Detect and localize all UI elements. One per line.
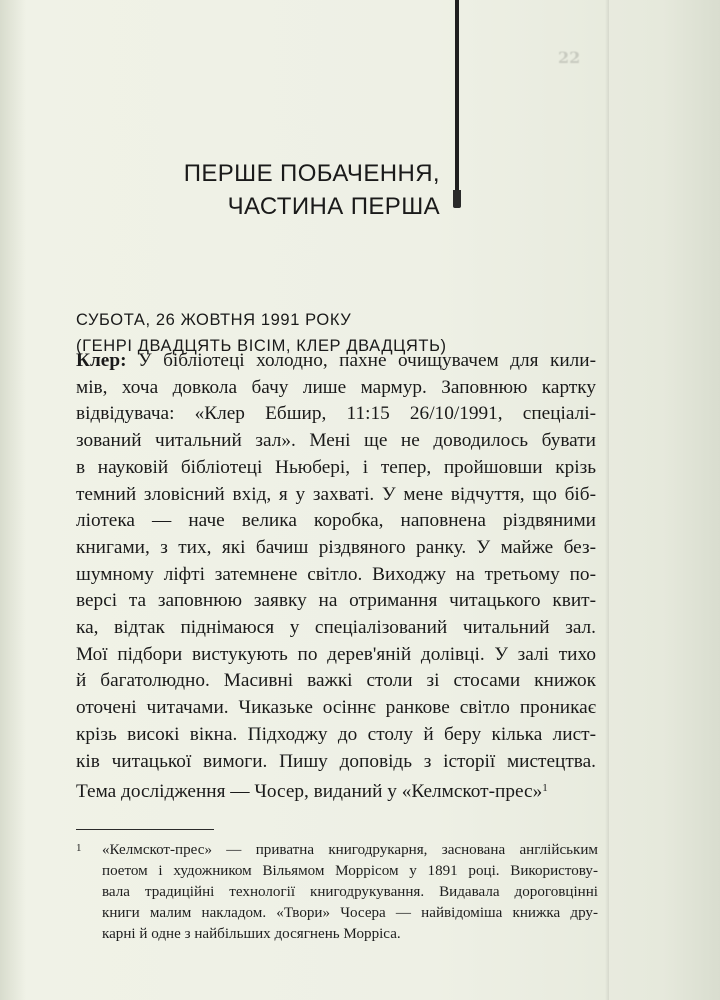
body-line-text: Тема дослідження — Чосер, виданий у «Келмскот-прес» [76, 781, 543, 803]
body-line [76, 348, 596, 375]
bookmark-ribbon-end [453, 190, 461, 208]
body-line: й багатолюдно. Масивні важкі столи зі стосами книжок [76, 670, 596, 692]
scene-ages: (ГЕНРІ ДВАДЦЯТЬ ВІСІМ, КЛЕР ДВАДЦЯТЬ) [76, 337, 447, 355]
footnote-line: книги малим накладом. «Твори» Чосера — найвідоміша книжка дру- [102, 905, 598, 921]
body-line: шумному ліфті затемнене світло. Виходжу на третьому по- [76, 563, 596, 585]
body-line: зований читальний зал». Мені ще не доводилось бувати [76, 430, 596, 452]
scene-date: СУБОТА, 26 ЖОВТНЯ 1991 РОКУ [76, 311, 352, 329]
bleed-through-page-number: 22 [558, 48, 581, 67]
chapter-title-line-1: ПЕРШЕ ПОБАЧЕННЯ, [183, 160, 440, 187]
body-line-last [76, 775, 596, 806]
body-line: ліотека — наче велика коробка, наповнена різдвяними [76, 510, 596, 532]
body-line: відвідувача: «Клер Ебшир, 11:15 26/10/1991, спеціалі- [76, 403, 596, 425]
body-line: ків читацької вимоги. Пишу доповідь з історії мистецтва. [76, 750, 596, 772]
gutter-shadow [0, 0, 26, 1000]
footnote-divider [76, 829, 214, 830]
body-line-text: У бібліотеці холодно, пахне очищувачем для кили- [126, 350, 596, 371]
footnote-number: 1 [76, 842, 82, 854]
footnote-line: вала традиційні технології книгодрукування. Видавала дороговцінні [102, 884, 598, 900]
footnote-line: карні й одне з найбільших досягнень Морріса. [102, 926, 401, 942]
body-line: Мої підбори вистукують по дерев'яній долівці. У залі тихо [76, 643, 596, 665]
body-line: в науковій бібліотеці Ньюбері, і тепер, пройшовши крізь [76, 456, 596, 478]
body-text [76, 348, 596, 806]
body-line: книгами, з тих, які бачиш різдвяного ранку. У майже без- [76, 536, 596, 558]
body-line: версі та заповнюю заявку на отримання читацького квит- [76, 590, 596, 612]
speaker-name: Клер: [76, 350, 127, 371]
body-line: мів, хоча довкола бачу лише мармур. Заповнюю картку [76, 376, 596, 398]
page-edge [605, 0, 609, 1000]
chapter-title [160, 157, 440, 223]
body-line: ка, відтак піднімаюся у спеціалізований читальний зал. [76, 617, 596, 639]
body-line: крізь високі вікна. Підходжу до столу й беру кілька лист- [76, 723, 596, 745]
footnote-line: поетом і художником Вільямом Моррісом у 1891 році. Використову- [102, 863, 598, 879]
footnote-text [102, 840, 598, 945]
footnote-reference[interactable]: 1 [542, 782, 548, 795]
chapter-title-line-2: ЧАСТИНА ПЕРША [227, 193, 440, 220]
body-line: темний зловісний вхід, я у захваті. У мене відчуття, що біб- [76, 483, 596, 505]
body-line: оточені читачами. Чиказьке осіннє ранкове світло проникає [76, 697, 596, 719]
footnote-line: «Келмскот-прес» — приватна книгодрукарня, заснована англійським [102, 842, 598, 858]
bookmark-ribbon [455, 0, 459, 208]
